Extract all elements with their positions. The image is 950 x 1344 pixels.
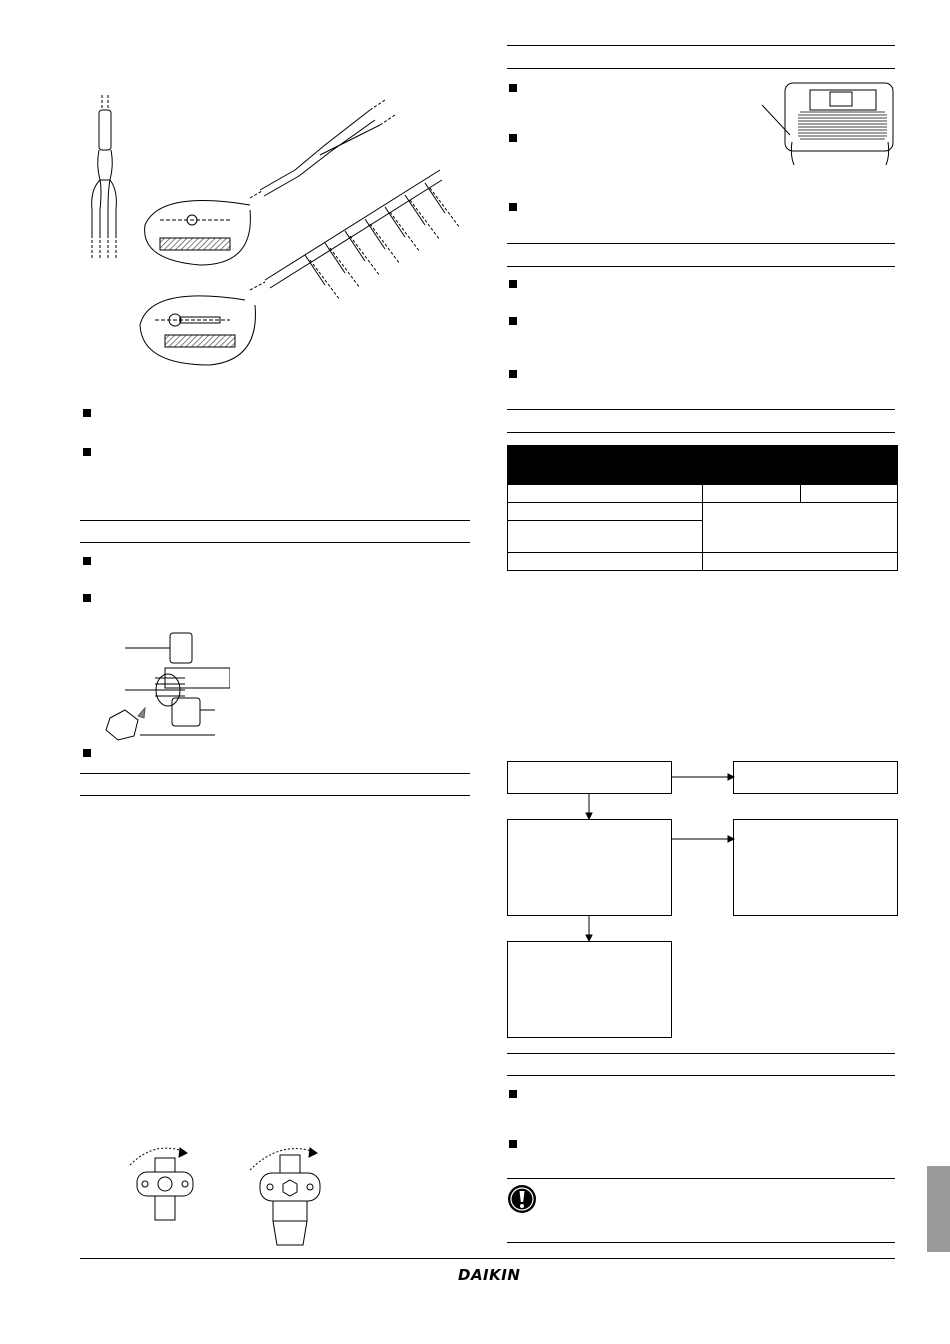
bullet-marker — [83, 557, 91, 565]
table-row — [508, 553, 898, 571]
section-rule — [507, 432, 895, 433]
bullet-marker — [509, 1140, 517, 1148]
bullet-marker — [509, 317, 517, 325]
specification-table — [507, 445, 898, 571]
section-rule — [80, 542, 470, 543]
bullet-marker — [83, 409, 91, 417]
footer-rule — [80, 1258, 895, 1259]
table-cell — [703, 553, 898, 571]
chapter-tab — [927, 1166, 950, 1252]
table-cell — [703, 503, 898, 553]
table-header-cell — [508, 446, 898, 485]
flowchart-box — [733, 761, 898, 794]
bullet-marker — [509, 1090, 517, 1098]
table-cell — [508, 553, 703, 571]
refnet-piping-illustration — [80, 90, 470, 380]
section-rule — [80, 520, 470, 521]
section-rule — [507, 1242, 895, 1243]
table-row — [508, 485, 898, 503]
section-rule — [507, 68, 895, 69]
section-rule — [507, 243, 895, 244]
table-cell — [801, 485, 898, 503]
table-cell — [508, 503, 703, 521]
bullet-marker — [83, 749, 91, 757]
table-header-row — [508, 446, 898, 485]
section-rule — [507, 45, 895, 46]
section-rule — [507, 409, 895, 410]
bullet-marker — [83, 594, 91, 602]
bullet-marker — [509, 203, 517, 211]
table-cell — [508, 521, 703, 553]
bullet-marker — [509, 134, 517, 142]
bullet-marker — [509, 84, 517, 92]
exclamation-circle-icon — [507, 1184, 537, 1214]
flowchart-arrows — [500, 760, 740, 945]
bullet-marker — [509, 280, 517, 288]
valve-open-illustration — [125, 1140, 205, 1230]
section-rule — [507, 266, 895, 267]
table-cell — [508, 485, 703, 503]
flowchart-box — [507, 941, 672, 1038]
table-row — [508, 503, 898, 521]
section-rule — [80, 795, 470, 796]
flowchart-box — [733, 819, 898, 916]
section-rule — [80, 773, 470, 774]
brand-logo: DAIKIN — [458, 1266, 521, 1284]
bullet-marker — [83, 448, 91, 456]
table-cell — [703, 485, 801, 503]
section-rule — [507, 1053, 895, 1054]
threaded-cap-illustration — [760, 80, 895, 165]
stop-valve-illustration — [100, 628, 230, 748]
section-rule — [507, 1075, 895, 1076]
bullet-marker — [509, 370, 517, 378]
valve-close-illustration — [245, 1140, 335, 1250]
section-rule — [507, 1178, 895, 1179]
